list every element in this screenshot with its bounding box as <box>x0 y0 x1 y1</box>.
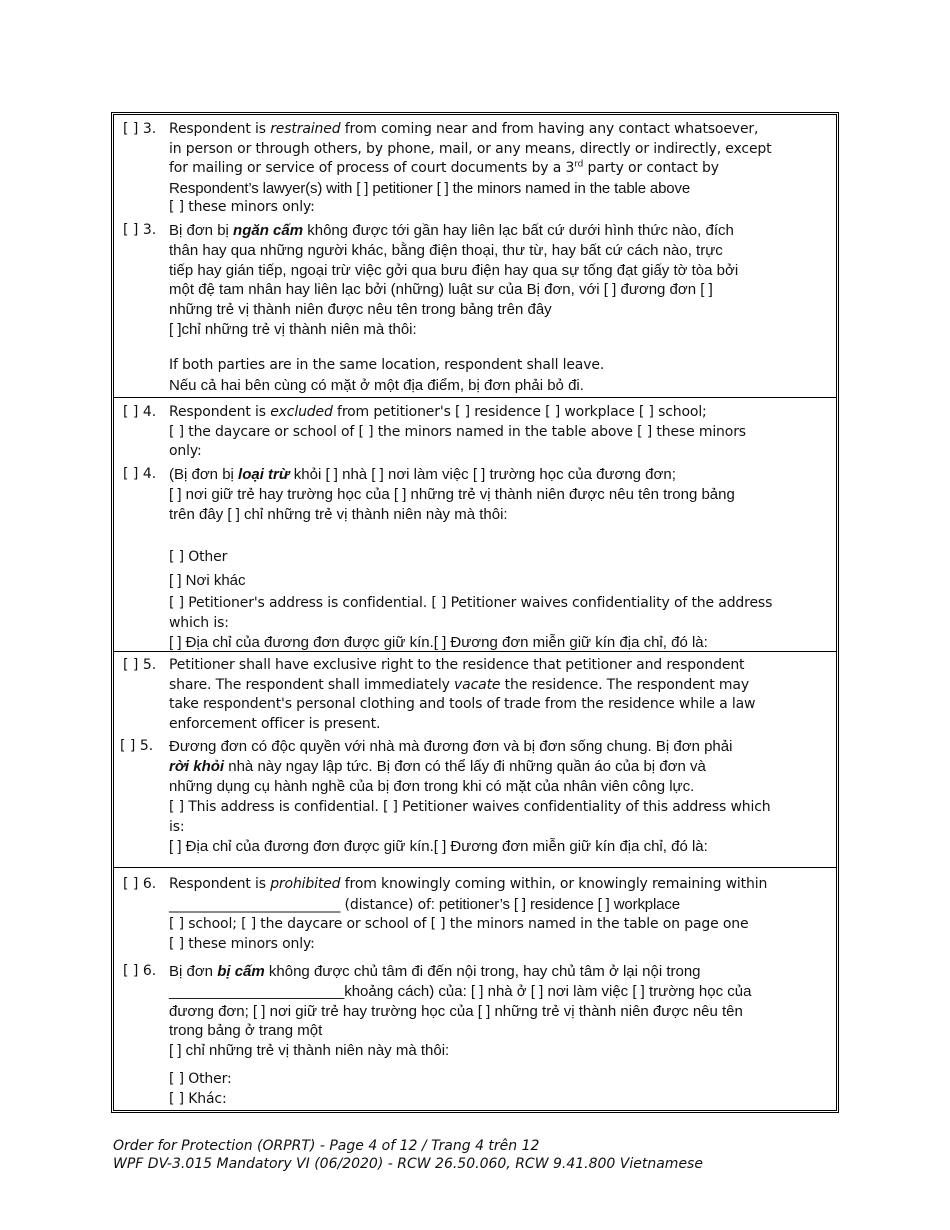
checkbox-item-3-vi[interactable]: [ ] 3. <box>123 222 157 238</box>
order-form-table <box>111 112 839 1113</box>
checkbox-other-6-vi[interactable]: [ ] Khác: <box>169 1090 227 1107</box>
section-6-prohibited: [ ] 6. Respondent is prohibited from knowingly coming within, or knowingly remaining within _________________________ (distance) of: petitioner’s [ ] residence [ ] workplace [ ] school; [ ] the daycare or school of [ ] the minors named in the table on page one [ ] these minors only: [ ] 6. Bị đơn bị cấm không được chủ tâm đi đến nội trong, hay chủ tâm ở lại nội trong _____________________khoảng cách) của: [ ] nhà ở [ ] nơi làm việc [ ] trường học của đương đơn; [ ] nơi giữ trẻ hay trường học của [ ] những trẻ vị thành niên được nêu tên trong bảng ở trang một [ ] chỉ những trẻ vị thành niên này mà thôi: [ ] Other: [ ] Khác: <box>114 868 836 1110</box>
checkbox-item-6-vi[interactable]: [ ] 6. <box>123 963 157 979</box>
section-4-exclusion: [ ] 4. Respondent is excluded from petitioner's [ ] residence [ ] workplace [ ] school; [ ] the daycare or school of [ ] the minors named in the table above [ ] these minors only: [ ] 4. (Bị đơn bị loại trừ khỏi [ ] nhà [ ] nơi làm việc [ ] trường học của đương đơn; [ ] nơi giữ trẻ hay trường học của [ ] những trẻ vị thành niên được nêu tên trong bảng trên đây [ ] chỉ những trẻ vị thành niên này mà thôi: [ ] Other [ ] Nơi khác [ ] Petitioner's address is confidential. [ ] Petitioner waives confidentiality of the address which is: [ ] Địa chỉ của đương đơn được giữ kín.[ ] Đương đơn miễn giữ kín địa chỉ, đó là: <box>114 398 836 652</box>
section-5-residence: [ ] 5. Petitioner shall have exclusive right to the residence that petitioner and respondent share. The respondent shall immediately vacate the residence. The respondent may take respondent's personal clothing and tools of trade from the residence while a law enforcement officer is present. [ ] 5. Đương đơn có độc quyền với nhà mà đương đơn và bị đơn sống chung. Bị đơn phải rời khỏi nhà này ngay lập tức. Bị đơn có thể lấy đi những quần áo của bị đơn và những dụng cụ hành nghề của bị đơn trong khi có mặt của nhân viên công lực. [ ] This address is confidential. [ ] Petitioner waives confidentiality of this address which is: [ ] Địa chỉ của đương đơn được giữ kín.[ ] Đương đơn miễn giữ kín địa chỉ, đó là: <box>114 652 836 868</box>
checkbox-item-3[interactable]: [ ] 3. <box>123 121 157 137</box>
checkbox-item-6[interactable]: [ ] 6. <box>123 876 157 892</box>
checkbox-other-6[interactable]: [ ] Other: <box>169 1071 232 1087</box>
checkbox-item-4[interactable]: [ ] 4. <box>123 404 157 420</box>
checkbox-item-5[interactable]: [ ] 5. <box>123 657 157 673</box>
footer-form-title: Order for Protection (ORPRT) - Page 4 of 12 / Trang 4 trên 12 <box>113 1138 540 1154</box>
checkbox-other[interactable]: [ ] Other <box>169 549 228 565</box>
checkbox-item-4-vi[interactable]: [ ] 4. <box>123 466 157 482</box>
checkbox-other-vi[interactable]: [ ] Nơi khác <box>169 571 246 589</box>
footer-form-code: WPF DV-3.015 Mandatory VI (06/2020) - RCW 26.50.060, RCW 9.41.800 Vietnamese <box>113 1156 703 1172</box>
checkbox-item-5-vi[interactable]: [ ] 5. <box>120 738 154 754</box>
page-footer <box>113 1137 703 1173</box>
section-3-restraint: [ ] 3. Respondent is restrained from coming near and from having any contact whatsoever, in person or through others, by phone, mail, or any means, directly or indirectly, except for mailing or service of process of court documents by a 3rd party or contact by Respondent’s lawyer(s) with [ ] petitioner [ ] the minors named in the table above [ ] these minors only: [ ] 3. Bị đơn bị ngăn cấm không được tới gần hay liên lạc bất cứ dưới hình thức nào, đích thân hay qua những người khác, bằng điện thoại, thư từ, hay bất cứ cách nào, trực tiếp hay gián tiếp, ngoại trừ việc gởi qua bưu điện hay qua sự tống đạt giấy tờ tòa bởi một đệ tam nhân hay liên lạc bởi (những) luật sư của Bị đơn, với [ ] đương đơn [ ] những trẻ vị thành niên được nêu tên trong bảng trên đây [ ]chỉ những trẻ vị thành niên mà thôi: If both parties are in the same location, respondent shall leave. Nếu cả hai bên cùng có mặt ở một địa điểm, bị đơn phải bỏ đi. <box>114 115 836 398</box>
